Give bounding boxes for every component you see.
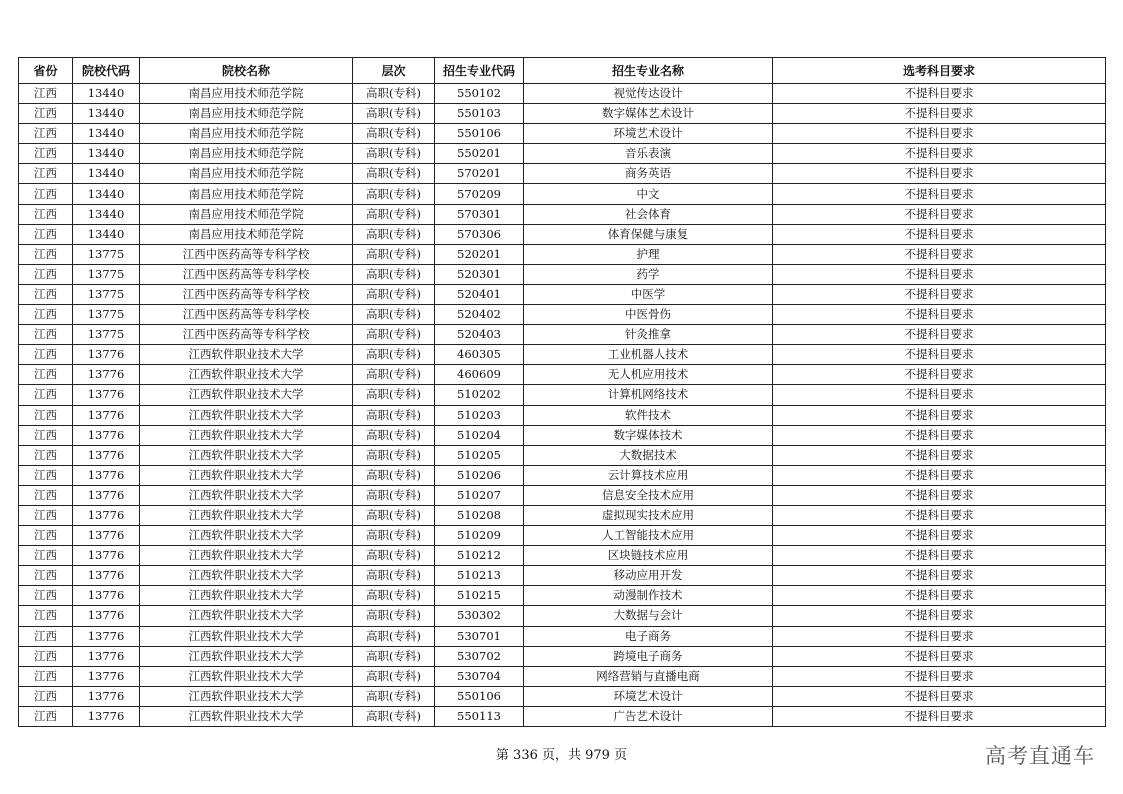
cell-school-name: 江西软件职业技术大学 xyxy=(140,385,353,405)
cell-major-code: 550113 xyxy=(435,706,524,726)
cell-subject-requirement: 不提科目要求 xyxy=(773,586,1106,606)
table-row xyxy=(19,606,1106,626)
cell-province: 江西 xyxy=(19,144,73,164)
cell-major-name: 大数据技术 xyxy=(524,445,773,465)
cell-major-name: 虚拟现实技术应用 xyxy=(524,505,773,525)
cell-province: 江西 xyxy=(19,666,73,686)
cell-school-code: 13776 xyxy=(73,425,140,445)
cell-school-code: 13440 xyxy=(73,204,140,224)
cell-province: 江西 xyxy=(19,465,73,485)
table-body xyxy=(19,84,1106,727)
admissions-table xyxy=(18,57,1106,727)
cell-school-name: 江西软件职业技术大学 xyxy=(140,445,353,465)
cell-major-code: 520403 xyxy=(435,325,524,345)
cell-school-name: 江西软件职业技术大学 xyxy=(140,646,353,666)
cell-province: 江西 xyxy=(19,405,73,425)
cell-school-code: 13776 xyxy=(73,405,140,425)
cell-province: 江西 xyxy=(19,586,73,606)
table-row xyxy=(19,485,1106,505)
table-row xyxy=(19,546,1106,566)
cell-major-code: 460305 xyxy=(435,345,524,365)
cell-subject-requirement: 不提科目要求 xyxy=(773,445,1106,465)
cell-school-name: 江西软件职业技术大学 xyxy=(140,666,353,686)
cell-major-name: 音乐表演 xyxy=(524,144,773,164)
cell-school-name: 江西软件职业技术大学 xyxy=(140,465,353,485)
cell-school-code: 13776 xyxy=(73,345,140,365)
cell-major-code: 520201 xyxy=(435,244,524,264)
cell-subject-requirement: 不提科目要求 xyxy=(773,184,1106,204)
cell-level: 高职(专科) xyxy=(353,425,435,445)
cell-major-name: 中医学 xyxy=(524,284,773,304)
cell-province: 江西 xyxy=(19,305,73,325)
cell-major-code: 570301 xyxy=(435,204,524,224)
cell-major-code: 510205 xyxy=(435,445,524,465)
cell-level: 高职(专科) xyxy=(353,164,435,184)
cell-subject-requirement: 不提科目要求 xyxy=(773,606,1106,626)
cell-subject-requirement: 不提科目要求 xyxy=(773,204,1106,224)
cell-major-code: 570209 xyxy=(435,184,524,204)
table-row xyxy=(19,305,1106,325)
cell-subject-requirement: 不提科目要求 xyxy=(773,465,1106,485)
table-row xyxy=(19,204,1106,224)
cell-major-code: 550106 xyxy=(435,686,524,706)
cell-school-name: 南昌应用技术师范学院 xyxy=(140,204,353,224)
cell-school-code: 13776 xyxy=(73,445,140,465)
cell-level: 高职(专科) xyxy=(353,706,435,726)
cell-subject-requirement: 不提科目要求 xyxy=(773,526,1106,546)
cell-level: 高职(专科) xyxy=(353,144,435,164)
cell-school-name: 南昌应用技术师范学院 xyxy=(140,184,353,204)
header-province: 省份 xyxy=(19,58,73,84)
header-row xyxy=(19,58,1106,84)
cell-major-code: 530702 xyxy=(435,646,524,666)
cell-level: 高职(专科) xyxy=(353,546,435,566)
cell-major-code: 520401 xyxy=(435,284,524,304)
table-row xyxy=(19,666,1106,686)
cell-major-name: 商务英语 xyxy=(524,164,773,184)
table-row xyxy=(19,84,1106,104)
cell-subject-requirement: 不提科目要求 xyxy=(773,646,1106,666)
cell-school-name: 江西软件职业技术大学 xyxy=(140,405,353,425)
cell-province: 江西 xyxy=(19,204,73,224)
cell-school-name: 江西软件职业技术大学 xyxy=(140,485,353,505)
cell-province: 江西 xyxy=(19,124,73,144)
cell-province: 江西 xyxy=(19,686,73,706)
header-level: 层次 xyxy=(353,58,435,84)
cell-school-name: 江西软件职业技术大学 xyxy=(140,365,353,385)
cell-subject-requirement: 不提科目要求 xyxy=(773,425,1106,445)
table-row xyxy=(19,425,1106,445)
cell-level: 高职(专科) xyxy=(353,405,435,425)
cell-level: 高职(专科) xyxy=(353,686,435,706)
cell-province: 江西 xyxy=(19,244,73,264)
cell-level: 高职(专科) xyxy=(353,505,435,525)
cell-subject-requirement: 不提科目要求 xyxy=(773,325,1106,345)
cell-major-name: 大数据与会计 xyxy=(524,606,773,626)
cell-major-code: 520301 xyxy=(435,264,524,284)
cell-level: 高职(专科) xyxy=(353,264,435,284)
table-row xyxy=(19,164,1106,184)
table-row xyxy=(19,626,1106,646)
cell-major-name: 网络营销与直播电商 xyxy=(524,666,773,686)
cell-school-code: 13776 xyxy=(73,546,140,566)
cell-major-code: 460609 xyxy=(435,365,524,385)
cell-school-code: 13776 xyxy=(73,526,140,546)
cell-major-name: 数字媒体艺术设计 xyxy=(524,104,773,124)
cell-school-name: 江西软件职业技术大学 xyxy=(140,526,353,546)
cell-subject-requirement: 不提科目要求 xyxy=(773,505,1106,525)
cell-major-code: 510212 xyxy=(435,546,524,566)
cell-subject-requirement: 不提科目要求 xyxy=(773,365,1106,385)
cell-major-code: 520402 xyxy=(435,305,524,325)
cell-level: 高职(专科) xyxy=(353,526,435,546)
cell-level: 高职(专科) xyxy=(353,325,435,345)
table-row xyxy=(19,586,1106,606)
cell-province: 江西 xyxy=(19,184,73,204)
table-row xyxy=(19,445,1106,465)
cell-school-name: 江西中医药高等专科学校 xyxy=(140,264,353,284)
cell-major-name: 移动应用开发 xyxy=(524,566,773,586)
cell-province: 江西 xyxy=(19,606,73,626)
cell-major-code: 510208 xyxy=(435,505,524,525)
page-number: 第 336 页，共 979 页 xyxy=(495,748,628,763)
cell-level: 高职(专科) xyxy=(353,305,435,325)
cell-school-code: 13776 xyxy=(73,566,140,586)
cell-major-name: 中医骨伤 xyxy=(524,305,773,325)
cell-subject-requirement: 不提科目要求 xyxy=(773,706,1106,726)
table-row xyxy=(19,566,1106,586)
cell-school-code: 13776 xyxy=(73,626,140,646)
cell-school-name: 南昌应用技术师范学院 xyxy=(140,124,353,144)
cell-province: 江西 xyxy=(19,284,73,304)
cell-major-name: 护理 xyxy=(524,244,773,264)
cell-level: 高职(专科) xyxy=(353,365,435,385)
cell-province: 江西 xyxy=(19,104,73,124)
cell-province: 江西 xyxy=(19,546,73,566)
cell-province: 江西 xyxy=(19,646,73,666)
cell-school-name: 南昌应用技术师范学院 xyxy=(140,144,353,164)
cell-subject-requirement: 不提科目要求 xyxy=(773,345,1106,365)
cell-school-name: 江西软件职业技术大学 xyxy=(140,606,353,626)
cell-level: 高职(专科) xyxy=(353,626,435,646)
cell-school-code: 13776 xyxy=(73,686,140,706)
cell-major-code: 510209 xyxy=(435,526,524,546)
cell-school-code: 13776 xyxy=(73,666,140,686)
cell-province: 江西 xyxy=(19,264,73,284)
cell-level: 高职(专科) xyxy=(353,224,435,244)
cell-subject-requirement: 不提科目要求 xyxy=(773,84,1106,104)
cell-school-code: 13776 xyxy=(73,706,140,726)
cell-school-name: 江西软件职业技术大学 xyxy=(140,686,353,706)
cell-school-code: 13775 xyxy=(73,305,140,325)
cell-major-name: 社会体育 xyxy=(524,204,773,224)
cell-level: 高职(专科) xyxy=(353,184,435,204)
table-row xyxy=(19,465,1106,485)
cell-school-code: 13775 xyxy=(73,284,140,304)
cell-major-code: 550106 xyxy=(435,124,524,144)
cell-major-code: 510202 xyxy=(435,385,524,405)
cell-major-name: 跨境电子商务 xyxy=(524,646,773,666)
table-row xyxy=(19,244,1106,264)
cell-subject-requirement: 不提科目要求 xyxy=(773,124,1106,144)
cell-major-code: 510215 xyxy=(435,586,524,606)
cell-level: 高职(专科) xyxy=(353,606,435,626)
cell-province: 江西 xyxy=(19,224,73,244)
table-row xyxy=(19,405,1106,425)
cell-province: 江西 xyxy=(19,425,73,445)
cell-major-name: 环境艺术设计 xyxy=(524,686,773,706)
cell-province: 江西 xyxy=(19,84,73,104)
cell-school-name: 南昌应用技术师范学院 xyxy=(140,224,353,244)
cell-major-name: 软件技术 xyxy=(524,405,773,425)
cell-school-name: 江西软件职业技术大学 xyxy=(140,566,353,586)
cell-major-name: 广告艺术设计 xyxy=(524,706,773,726)
cell-school-code: 13440 xyxy=(73,144,140,164)
cell-major-code: 530701 xyxy=(435,626,524,646)
cell-major-name: 药学 xyxy=(524,264,773,284)
cell-school-code: 13775 xyxy=(73,325,140,345)
cell-major-code: 570306 xyxy=(435,224,524,244)
cell-level: 高职(专科) xyxy=(353,84,435,104)
cell-school-code: 13776 xyxy=(73,505,140,525)
cell-major-name: 体育保健与康复 xyxy=(524,224,773,244)
cell-major-code: 530302 xyxy=(435,606,524,626)
cell-major-name: 云计算技术应用 xyxy=(524,465,773,485)
cell-subject-requirement: 不提科目要求 xyxy=(773,244,1106,264)
cell-school-code: 13776 xyxy=(73,485,140,505)
cell-province: 江西 xyxy=(19,566,73,586)
cell-province: 江西 xyxy=(19,626,73,646)
cell-level: 高职(专科) xyxy=(353,465,435,485)
cell-province: 江西 xyxy=(19,385,73,405)
cell-subject-requirement: 不提科目要求 xyxy=(773,305,1106,325)
cell-subject-requirement: 不提科目要求 xyxy=(773,385,1106,405)
table-row xyxy=(19,104,1106,124)
header-major-code: 招生专业代码 xyxy=(435,58,524,84)
header-subject-requirement: 选考科目要求 xyxy=(773,58,1106,84)
cell-subject-requirement: 不提科目要求 xyxy=(773,546,1106,566)
cell-subject-requirement: 不提科目要求 xyxy=(773,666,1106,686)
table-row xyxy=(19,686,1106,706)
cell-province: 江西 xyxy=(19,526,73,546)
cell-school-name: 南昌应用技术师范学院 xyxy=(140,104,353,124)
cell-school-name: 江西软件职业技术大学 xyxy=(140,505,353,525)
cell-major-name: 计算机网络技术 xyxy=(524,385,773,405)
table-row xyxy=(19,224,1106,244)
cell-school-code: 13440 xyxy=(73,184,140,204)
cell-major-name: 动漫制作技术 xyxy=(524,586,773,606)
cell-school-name: 江西软件职业技术大学 xyxy=(140,626,353,646)
cell-major-code: 550102 xyxy=(435,84,524,104)
watermark-logo: 高考直通车 xyxy=(985,744,1095,768)
table-row xyxy=(19,385,1106,405)
cell-province: 江西 xyxy=(19,485,73,505)
cell-school-name: 南昌应用技术师范学院 xyxy=(140,84,353,104)
cell-province: 江西 xyxy=(19,505,73,525)
cell-major-name: 视觉传达设计 xyxy=(524,84,773,104)
cell-subject-requirement: 不提科目要求 xyxy=(773,626,1106,646)
cell-province: 江西 xyxy=(19,706,73,726)
cell-major-code: 530704 xyxy=(435,666,524,686)
cell-school-name: 江西软件职业技术大学 xyxy=(140,345,353,365)
cell-level: 高职(专科) xyxy=(353,104,435,124)
header-major-name: 招生专业名称 xyxy=(524,58,773,84)
cell-school-code: 13775 xyxy=(73,264,140,284)
cell-school-code: 13776 xyxy=(73,365,140,385)
table-row xyxy=(19,505,1106,525)
cell-school-name: 江西软件职业技术大学 xyxy=(140,425,353,445)
table-row xyxy=(19,284,1106,304)
cell-school-name: 江西中医药高等专科学校 xyxy=(140,305,353,325)
cell-level: 高职(专科) xyxy=(353,566,435,586)
cell-level: 高职(专科) xyxy=(353,284,435,304)
cell-major-name: 人工智能技术应用 xyxy=(524,526,773,546)
cell-subject-requirement: 不提科目要求 xyxy=(773,686,1106,706)
cell-major-code: 510204 xyxy=(435,425,524,445)
cell-subject-requirement: 不提科目要求 xyxy=(773,164,1106,184)
cell-school-name: 江西软件职业技术大学 xyxy=(140,586,353,606)
cell-school-code: 13440 xyxy=(73,104,140,124)
cell-province: 江西 xyxy=(19,365,73,385)
table-row xyxy=(19,365,1106,385)
cell-school-name: 南昌应用技术师范学院 xyxy=(140,164,353,184)
cell-school-name: 江西中医药高等专科学校 xyxy=(140,284,353,304)
cell-school-code: 13775 xyxy=(73,244,140,264)
cell-level: 高职(专科) xyxy=(353,485,435,505)
cell-level: 高职(专科) xyxy=(353,586,435,606)
cell-major-name: 中文 xyxy=(524,184,773,204)
cell-school-code: 13440 xyxy=(73,164,140,184)
cell-major-name: 电子商务 xyxy=(524,626,773,646)
cell-major-code: 510207 xyxy=(435,485,524,505)
cell-major-name: 数字媒体技术 xyxy=(524,425,773,445)
cell-level: 高职(专科) xyxy=(353,124,435,144)
cell-school-code: 13776 xyxy=(73,586,140,606)
table-row xyxy=(19,144,1106,164)
cell-subject-requirement: 不提科目要求 xyxy=(773,224,1106,244)
cell-major-name: 针灸推拿 xyxy=(524,325,773,345)
cell-subject-requirement: 不提科目要求 xyxy=(773,405,1106,425)
cell-subject-requirement: 不提科目要求 xyxy=(773,566,1106,586)
cell-subject-requirement: 不提科目要求 xyxy=(773,284,1106,304)
cell-level: 高职(专科) xyxy=(353,345,435,365)
cell-province: 江西 xyxy=(19,164,73,184)
cell-subject-requirement: 不提科目要求 xyxy=(773,485,1106,505)
cell-school-code: 13440 xyxy=(73,224,140,244)
cell-school-code: 13440 xyxy=(73,124,140,144)
cell-province: 江西 xyxy=(19,345,73,365)
cell-subject-requirement: 不提科目要求 xyxy=(773,104,1106,124)
table-row xyxy=(19,646,1106,666)
cell-level: 高职(专科) xyxy=(353,385,435,405)
table-row xyxy=(19,325,1106,345)
cell-school-code: 13776 xyxy=(73,646,140,666)
cell-major-name: 无人机应用技术 xyxy=(524,365,773,385)
table-row xyxy=(19,184,1106,204)
cell-major-code: 510206 xyxy=(435,465,524,485)
cell-school-name: 江西中医药高等专科学校 xyxy=(140,244,353,264)
cell-province: 江西 xyxy=(19,325,73,345)
cell-major-name: 环境艺术设计 xyxy=(524,124,773,144)
cell-major-code: 550201 xyxy=(435,144,524,164)
table-row xyxy=(19,264,1106,284)
cell-major-code: 510203 xyxy=(435,405,524,425)
cell-school-name: 江西软件职业技术大学 xyxy=(140,546,353,566)
cell-school-code: 13776 xyxy=(73,385,140,405)
cell-school-name: 江西软件职业技术大学 xyxy=(140,706,353,726)
cell-level: 高职(专科) xyxy=(353,666,435,686)
header-school-name: 院校名称 xyxy=(140,58,353,84)
cell-province: 江西 xyxy=(19,445,73,465)
cell-subject-requirement: 不提科目要求 xyxy=(773,264,1106,284)
cell-level: 高职(专科) xyxy=(353,646,435,666)
table-row xyxy=(19,706,1106,726)
cell-major-name: 区块链技术应用 xyxy=(524,546,773,566)
cell-subject-requirement: 不提科目要求 xyxy=(773,144,1106,164)
table-row xyxy=(19,124,1106,144)
table-row xyxy=(19,345,1106,365)
cell-major-code: 510213 xyxy=(435,566,524,586)
cell-major-name: 工业机器人技术 xyxy=(524,345,773,365)
cell-level: 高职(专科) xyxy=(353,244,435,264)
header-school-code: 院校代码 xyxy=(73,58,140,84)
cell-school-code: 13776 xyxy=(73,465,140,485)
cell-major-name: 信息安全技术应用 xyxy=(524,485,773,505)
cell-level: 高职(专科) xyxy=(353,445,435,465)
cell-school-name: 江西中医药高等专科学校 xyxy=(140,325,353,345)
cell-level: 高职(专科) xyxy=(353,204,435,224)
cell-major-code: 550103 xyxy=(435,104,524,124)
cell-major-code: 570201 xyxy=(435,164,524,184)
cell-school-code: 13440 xyxy=(73,84,140,104)
table-row xyxy=(19,526,1106,546)
cell-school-code: 13776 xyxy=(73,606,140,626)
